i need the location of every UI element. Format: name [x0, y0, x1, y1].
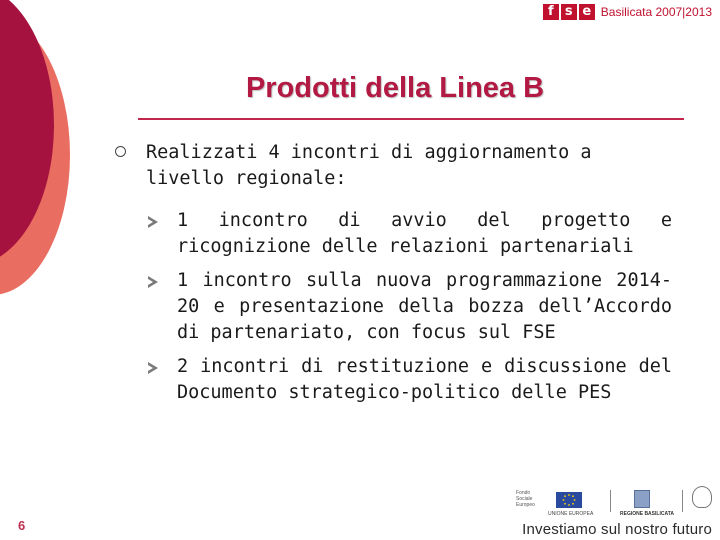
region-label: REGIONE BASILICATA — [620, 511, 674, 517]
footer-logos — [516, 486, 714, 538]
sub-bullet-item — [112, 354, 672, 406]
fse-letter-f: f — [543, 4, 559, 20]
title-underline — [138, 118, 684, 120]
eu-stars-icon — [556, 492, 582, 508]
sub-bullet-item — [112, 268, 672, 346]
arrow-bullet-icon — [148, 216, 158, 228]
sub-bullet-text: 2 incontri di restituzione e discussione del Documento strategico-politico delle PES — [177, 356, 672, 403]
italian-republic-emblem-icon — [692, 486, 712, 508]
sub-bullet-text: 1 incontro di avvio del progetto e ricognizione delle relazioni partenariali — [177, 210, 672, 257]
slide-content — [112, 140, 672, 406]
circle-bullet-icon — [115, 146, 126, 157]
logo-separator — [610, 490, 611, 512]
bullet-text: Realizzati 4 incontri di aggiornamento a livello regionale: — [146, 142, 592, 189]
footer-motto: Investiamo sul nostro futuro — [522, 521, 712, 538]
fse-logo — [543, 2, 712, 22]
sub-bullet-item — [112, 208, 672, 260]
arrow-bullet-icon — [148, 276, 158, 288]
eu-label: UNIONE EUROPEA — [548, 511, 594, 517]
sub-bullet-text: 1 incontro sulla nuova programmazione 2014-20 e presentazione della bozza dell’Accordo di partenariato, con focus sul FSE — [177, 270, 672, 343]
fund-label: Fondo Sociale Europeo — [516, 490, 535, 508]
arrow-bullet-icon — [148, 362, 158, 374]
fse-logo-letters — [543, 4, 595, 20]
fse-logo-tagline: Basilicata 2007|2013 — [600, 5, 712, 19]
region-crest-icon — [634, 490, 650, 508]
page-number: 6 — [18, 518, 26, 533]
fse-letter-e: e — [579, 4, 595, 20]
logo-separator — [682, 490, 683, 512]
slide-title: Prodotti della Linea B — [245, 72, 545, 104]
bullet-item — [112, 140, 672, 192]
eu-flag-icon — [556, 492, 582, 508]
fse-letter-s: s — [561, 4, 577, 20]
